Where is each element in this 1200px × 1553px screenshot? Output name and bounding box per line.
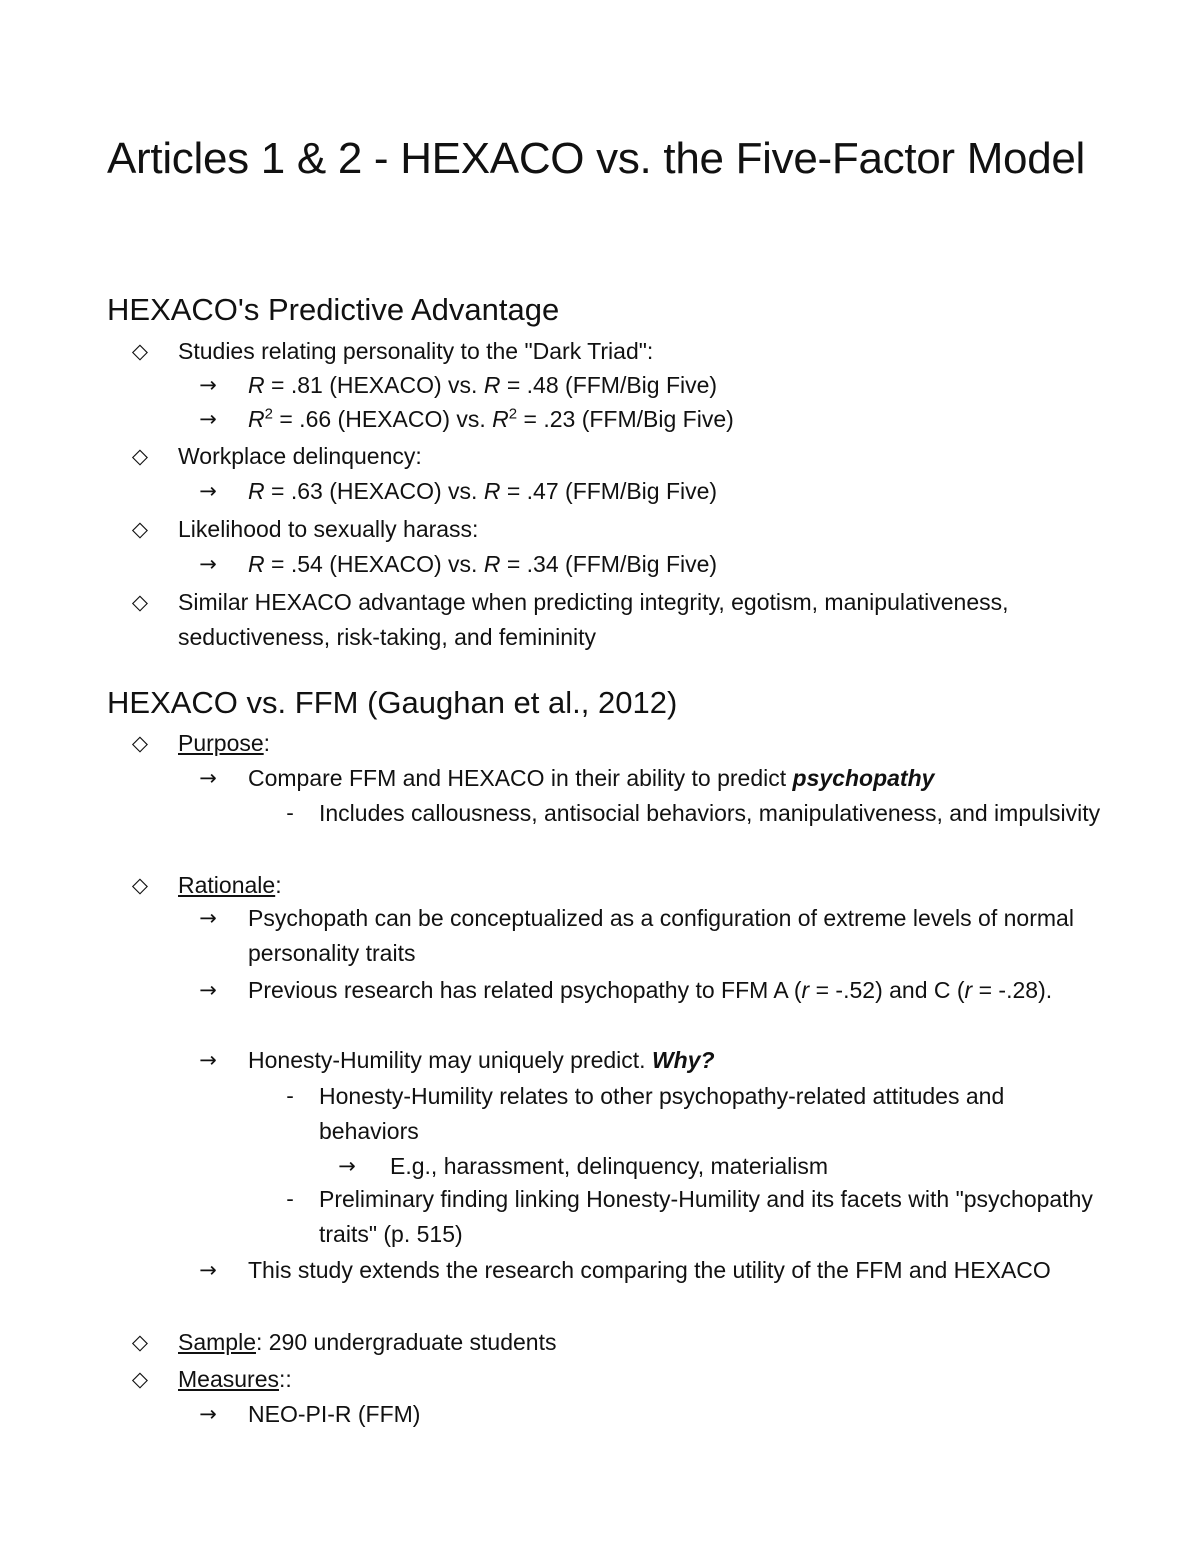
section-heading-gaughan: HEXACO vs. FFM (Gaughan et al., 2012) [107, 685, 678, 720]
list-item-text: Honesty-Humility may uniquely predict. Why? [248, 1047, 715, 1073]
arrow-bullet-icon: → [199, 373, 217, 397]
dash-bullet-icon: - [286, 1084, 294, 1108]
list-item-text: Likelihood to sexually harass: [178, 516, 479, 542]
list-item-text: Measures:: [178, 1366, 292, 1392]
diamond-bullet-icon: ◇ [131, 731, 149, 755]
diamond-bullet-icon: ◇ [131, 1367, 149, 1391]
list-item-text: NEO-PI-R (FFM) [248, 1401, 421, 1427]
list-item-text: $R^2 = .66$ (HEXACO) vs. $R^2 = .23$ (FFM/Big Five) [248, 405, 734, 432]
list-item-text: Purpose: [178, 730, 271, 756]
list-item-text: This study extends the research comparing the utility of the FFM and HEXACO [248, 1257, 1051, 1283]
diamond-bullet-icon: ◇ [131, 339, 149, 363]
section-heading-predictive-advantage: HEXACO's Predictive Advantage [107, 292, 560, 327]
arrow-bullet-icon: → [199, 1048, 217, 1072]
list-item-text: R = .63 (HEXACO) vs. R = .47 (FFM/Big Five) [248, 478, 718, 504]
diamond-bullet-icon: ◇ [131, 590, 149, 614]
list-item-text: Psychopath can be conceptualized as a configuration of extreme levels of normal personality traits [248, 905, 1074, 966]
list-item-text: Rationale: [178, 872, 282, 898]
list-item-text: Sample: 290 undergraduate students [178, 1329, 557, 1355]
list-item-text: Includes callousness, antisocial behaviors, manipulativeness, and impulsivity [319, 800, 1101, 826]
list-item-text: Preliminary finding linking Honesty-Humility and its facets with "psychopathy traits" (p. 515) [319, 1186, 1093, 1247]
dash-bullet-icon: - [286, 801, 294, 825]
list-item-text: Workplace delinquency: [178, 443, 422, 469]
arrow-bullet-icon: → [199, 906, 217, 930]
page-title: Articles 1 & 2 - HEXACO vs. the Five-Factor Model [107, 134, 1086, 183]
arrow-bullet-icon: → [199, 552, 217, 576]
diamond-bullet-icon: ◇ [131, 444, 149, 468]
arrow-bullet-icon: → [338, 1154, 356, 1178]
list-item-text: E.g., harassment, delinquency, materialism [390, 1153, 829, 1179]
list-item-text: R = .54 (HEXACO) vs. R = .34 (FFM/Big Five) [248, 551, 718, 577]
diamond-bullet-icon: ◇ [131, 1330, 149, 1354]
arrow-bullet-icon: → [199, 978, 217, 1002]
list-item-text: Similar HEXACO advantage when predicting integrity, egotism, manipulativeness, seductiveness, risk-taking, and femininity [178, 589, 1009, 650]
list-item-text: R = .81 (HEXACO) vs. R = .48 (FFM/Big Five) [248, 372, 718, 398]
dash-bullet-icon: - [286, 1187, 294, 1211]
arrow-bullet-icon: → [199, 1258, 217, 1282]
list-item-text: Studies relating personality to the "Dark Triad": [178, 338, 654, 364]
diamond-bullet-icon: ◇ [131, 517, 149, 541]
diamond-bullet-icon: ◇ [131, 873, 149, 897]
list-item-text: Honesty-Humility relates to other psychopathy-related attitudes and behaviors [319, 1083, 1005, 1144]
arrow-bullet-icon: → [199, 407, 217, 431]
list-item-text: Previous research has related psychopathy to FFM A (r = -.52) and C (r = -.28). [248, 977, 1053, 1003]
arrow-bullet-icon: → [199, 479, 217, 503]
arrow-bullet-icon: → [199, 1402, 217, 1426]
arrow-bullet-icon: → [199, 766, 217, 790]
list-item-text: Compare FFM and HEXACO in their ability to predict psychopathy [248, 765, 935, 791]
